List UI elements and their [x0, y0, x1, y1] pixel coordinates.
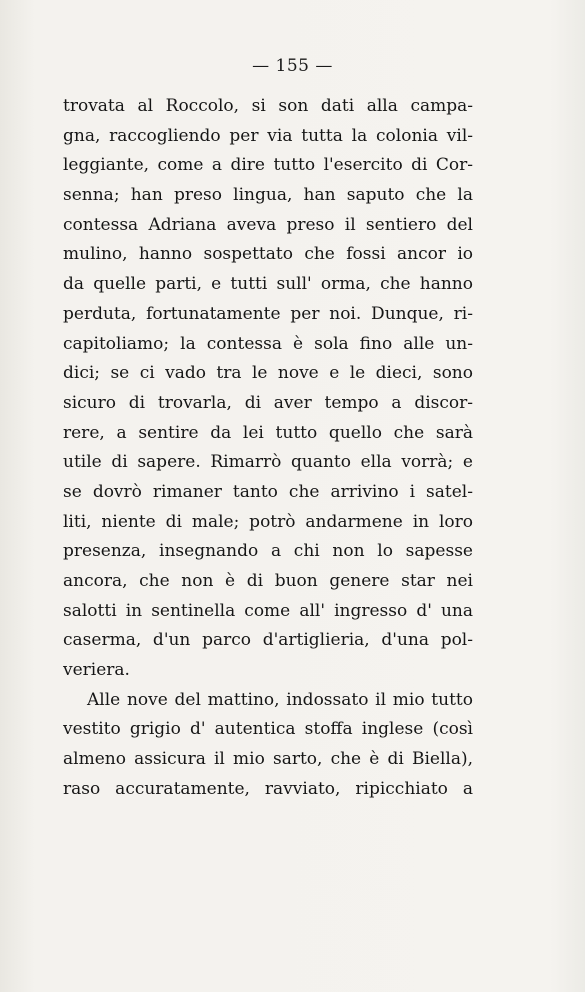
text-line: veriera. — [63, 660, 130, 681]
page-number: — 155 — — [252, 56, 333, 76]
text-line: leggiante, come a dire tutto l'esercito di Cor- — [63, 155, 473, 176]
text-line: raso accuratamente, ravviato, ripicchiato a — [63, 778, 473, 799]
text-line: capitoliamo; la contessa è sola fino alle un- — [63, 333, 473, 354]
text-line: se dovrò rimaner tanto che arrivino i satel- — [63, 481, 473, 502]
text-line: liti, niente di male; potrò andarmene in loro — [63, 511, 473, 532]
text-line: gna, raccogliendo per via tutta la colonia vil- — [63, 125, 473, 146]
text-line: utile di sapere. Rimarrò quanto ella vorrà; e — [63, 452, 473, 473]
text-line: mulino, hanno sospettato che fossi ancor io — [63, 244, 473, 265]
text-line: sicuro di trovarla, di aver tempo a discor- — [63, 392, 473, 413]
text-line: salotti in sentinella come all' ingresso d' una — [63, 600, 473, 621]
text-line: presenza, insegnando a chi non lo sapesse — [63, 541, 473, 562]
text-line: rere, a sentire da lei tutto quello che sarà — [63, 422, 473, 443]
text-line: dici; se ci vado tra le nove e le dieci, sono — [63, 363, 473, 384]
text-line: contessa Adriana aveva preso il sentiero del — [63, 214, 473, 235]
text-line: trovata al Roccolo, si son dati alla campa- — [63, 96, 473, 116]
page-text — [63, 92, 473, 805]
text-line: da quelle parti, e tutti sull' orma, che hanno — [63, 274, 473, 295]
paragraph-start-line: Alle nove del mattino, indossato il mio tutto — [87, 689, 473, 710]
text-line: almeno assicura il mio sarto, che è di Biella), — [63, 749, 473, 770]
text-line: vestito grigio d' autentica stoffa inglese (così — [63, 719, 473, 740]
text-line: ancora, che non è di buon genere star nei — [63, 571, 473, 591]
text-line: senna; han preso lingua, han saputo che la — [63, 185, 473, 206]
text-line: caserma, d'un parco d'artiglieria, d'una pol- — [63, 630, 473, 651]
text-line: perduta, fortunatamente per noi. Dunque, ri- — [63, 303, 473, 324]
